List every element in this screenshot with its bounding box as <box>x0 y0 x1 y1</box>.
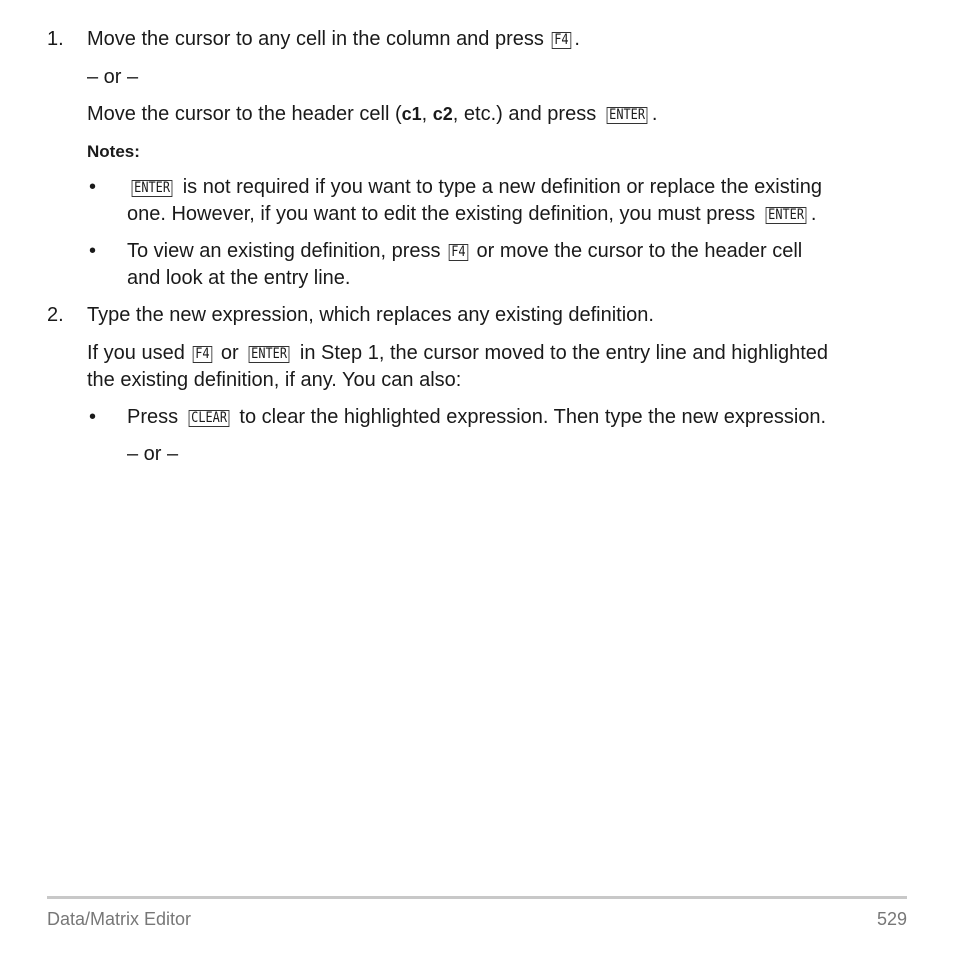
enter-key: ENTER <box>765 207 806 224</box>
note-1-text-a: is not required if you want to type a new definition or replace the existing <box>182 176 822 198</box>
note-2-text-b: or move the cursor to the header cell <box>476 240 803 262</box>
step-2-para-line-2: the existing definition, if any. You can also: <box>87 369 462 391</box>
step-1-alt-b: , etc.) and press <box>452 103 597 125</box>
f4-key: F4 <box>449 244 468 261</box>
step-2-bullet-line <box>127 404 826 430</box>
note-2-text-a: To view an existing definition, press <box>127 240 441 262</box>
page-number: 529 <box>876 909 907 929</box>
f4-key: F4 <box>193 346 212 363</box>
note-1-text-b: one. However, if you want to edit the existing definition, you must press <box>127 203 756 225</box>
enter-key: ENTER <box>132 180 173 197</box>
step-1-alt-text <box>87 101 657 127</box>
step-2-or-word: or <box>220 342 239 364</box>
step-2-number: 2. <box>47 304 64 326</box>
notes-heading: Notes: <box>87 142 140 161</box>
footer-section-title: Data/Matrix Editor <box>47 909 192 929</box>
step-1-period: . <box>574 28 580 50</box>
step-1-text <box>87 26 580 52</box>
enter-key: ENTER <box>606 107 647 124</box>
bullet-marker: • <box>89 240 97 262</box>
step-2-para-b: in Step 1, the cursor moved to the entry line and highlighted <box>299 342 829 364</box>
f4-key: F4 <box>552 32 571 49</box>
c1-label: c1 <box>401 104 422 124</box>
clear-key: CLEAR <box>188 410 229 427</box>
note-2-line-1 <box>127 238 802 264</box>
step-2-para-line-1 <box>87 340 828 366</box>
or-separator-2: – or – <box>127 443 179 465</box>
step-2-para-a: If you used <box>87 342 185 364</box>
sep: , <box>421 103 433 125</box>
step-2-text: Type the new expression, which replaces any existing definition. <box>87 304 654 326</box>
step-1-alt-a: Move the cursor to the header cell ( <box>87 103 402 125</box>
or-separator-1: – or – <box>87 66 139 88</box>
step-1-text-a: Move the cursor to any cell in the column and press <box>87 28 544 50</box>
step-2-bullet-a: Press <box>127 406 179 428</box>
step-1-alt-period: . <box>651 103 658 125</box>
step-1-number: 1. <box>47 28 64 50</box>
note-2-line-2: and look at the entry line. <box>127 267 351 289</box>
bullet-marker: • <box>89 406 97 428</box>
note-1-line-2 <box>127 201 816 227</box>
bullet-marker: • <box>89 176 97 198</box>
note-1-period: . <box>810 203 817 225</box>
c2-label: c2 <box>432 104 453 124</box>
step-2-bullet-b: to clear the highlighted expression. Then type the new expression. <box>239 406 827 428</box>
footer-rule <box>47 896 907 899</box>
note-1-line-1 <box>127 174 822 200</box>
enter-key: ENTER <box>249 346 290 363</box>
